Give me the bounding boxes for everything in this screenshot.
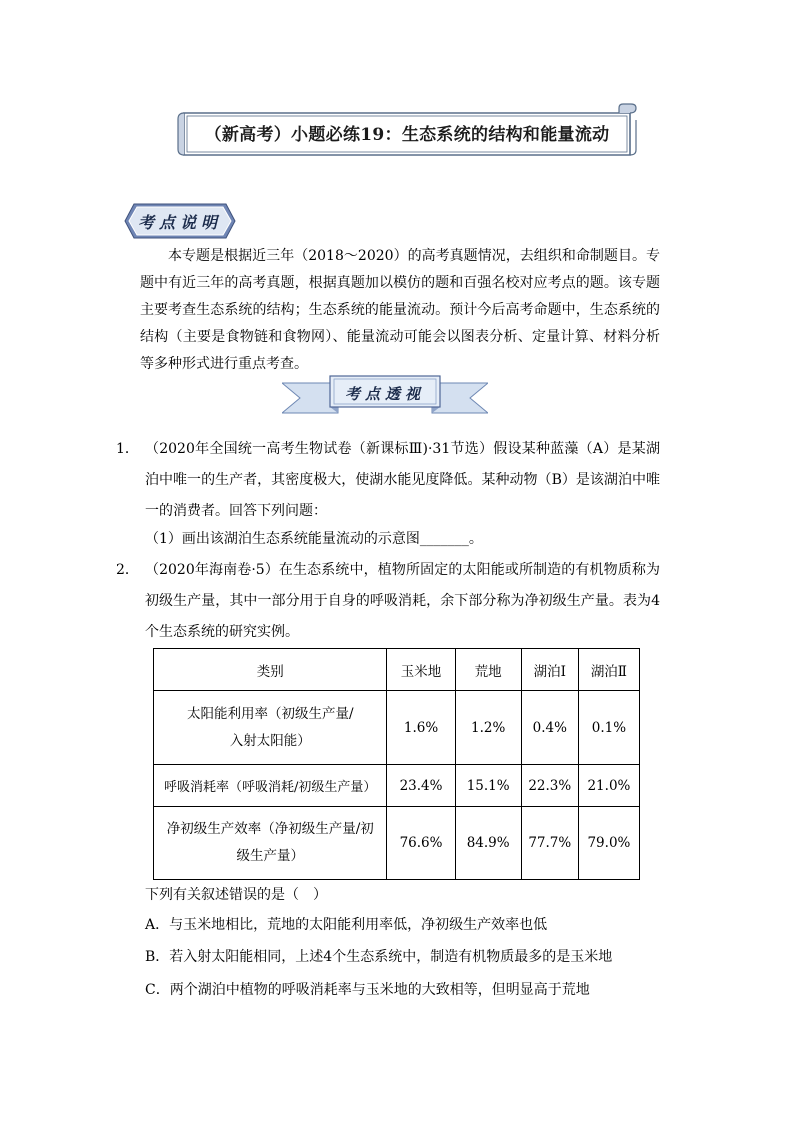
ecosystem-data-table: [153, 648, 640, 880]
table-cell: 84.9%: [455, 807, 521, 880]
table-cell: 15.1%: [455, 765, 521, 807]
section-badge-label: 考点说明: [137, 212, 222, 232]
question-2-text: （2020年海南卷·5）在生态系统中，植物所固定的太阳能或所制造的有机物质称为初级生产量，其中一部分用于自身的呼吸消耗，余下部分称为净初级生产量。表为4个生态系统的研究实例。: [145, 562, 660, 640]
table-header-cell: 玉米地: [387, 649, 455, 691]
table-row-label: 呼吸消耗率（呼吸消耗/初级生产量）: [154, 765, 387, 807]
table-cell: 0.1%: [578, 691, 639, 765]
option-c: C．两个湖泊中植物的呼吸消耗率与玉米地的大致相等，但明显高于荒地: [145, 982, 590, 998]
table-cell: 1.2%: [455, 691, 521, 765]
table-row: [154, 807, 640, 880]
table-row: [154, 765, 640, 807]
table-header-cell: 类别: [154, 649, 387, 691]
table-cell: 21.0%: [578, 765, 639, 807]
ribbon-label: 考点透视: [344, 384, 425, 403]
question-1-number: 1．: [116, 441, 139, 457]
table-header-cell: 湖泊Ⅱ: [578, 649, 639, 691]
question-1-subquestion: （1）画出该湖泊生态系统能量流动的示意图_______。: [145, 531, 483, 547]
title-banner: [176, 103, 638, 161]
table-cell: 0.4%: [521, 691, 578, 765]
table-cell: 77.7%: [521, 807, 578, 880]
table-row-label: 太阳能利用率（初级生产量/入射太阳能）: [154, 691, 387, 765]
section-ribbon: [282, 373, 488, 417]
table-cell: 1.6%: [387, 691, 455, 765]
page-title: （新高考）小题必练19：生态系统的结构和能量流动: [204, 124, 610, 145]
table-cell: 76.6%: [387, 807, 455, 880]
section-badge: [124, 203, 236, 239]
table-header-cell: 湖泊Ⅰ: [521, 649, 578, 691]
question-1-text: （2020年全国统一高考生物试卷（新课标Ⅲ)·31节选）假设某种蓝藻（A）是某湖泊中唯一的生产者，其密度极大，使湖水能见度降低。某种动物（B）是该湖泊中唯一的消费者。回答下列问题：: [145, 441, 660, 519]
table-cell: 79.0%: [578, 807, 639, 880]
table-row-label: 净初级生产效率（净初级生产量/初级生产量）: [154, 807, 387, 880]
question-2-number: 2．: [116, 562, 139, 578]
table-cell: 22.3%: [521, 765, 578, 807]
intro-paragraph: [140, 243, 660, 378]
table-cell: 23.4%: [387, 765, 455, 807]
intro-text: 本专题是根据近三年（2018～2020）的高考真题情况，去组织和命制题目。专题中有近三年的高考真题，根据真题加以模仿的题和百强名校对应考点的题。该专题主要考查生态系统的结构；生态系统的能量流动。预计今后高考命题中，生态系统的结构（主要是食物链和食物网）、能量流动可能会以图表分析、定量计算、材料分析等多种形式进行重点考查。: [140, 248, 660, 372]
option-b: B．若入射太阳能相同，上述4个生态系统中，制造有机物质最多的是玉米地: [145, 949, 613, 965]
table-header-row: [154, 649, 640, 691]
table-header-cell: 荒地: [455, 649, 521, 691]
option-a: A．与玉米地相比，荒地的太阳能利用率低，净初级生产效率也低: [145, 917, 548, 933]
table-row: [154, 691, 640, 765]
question-2-stem: 下列有关叙述错误的是（ ）: [145, 887, 327, 903]
